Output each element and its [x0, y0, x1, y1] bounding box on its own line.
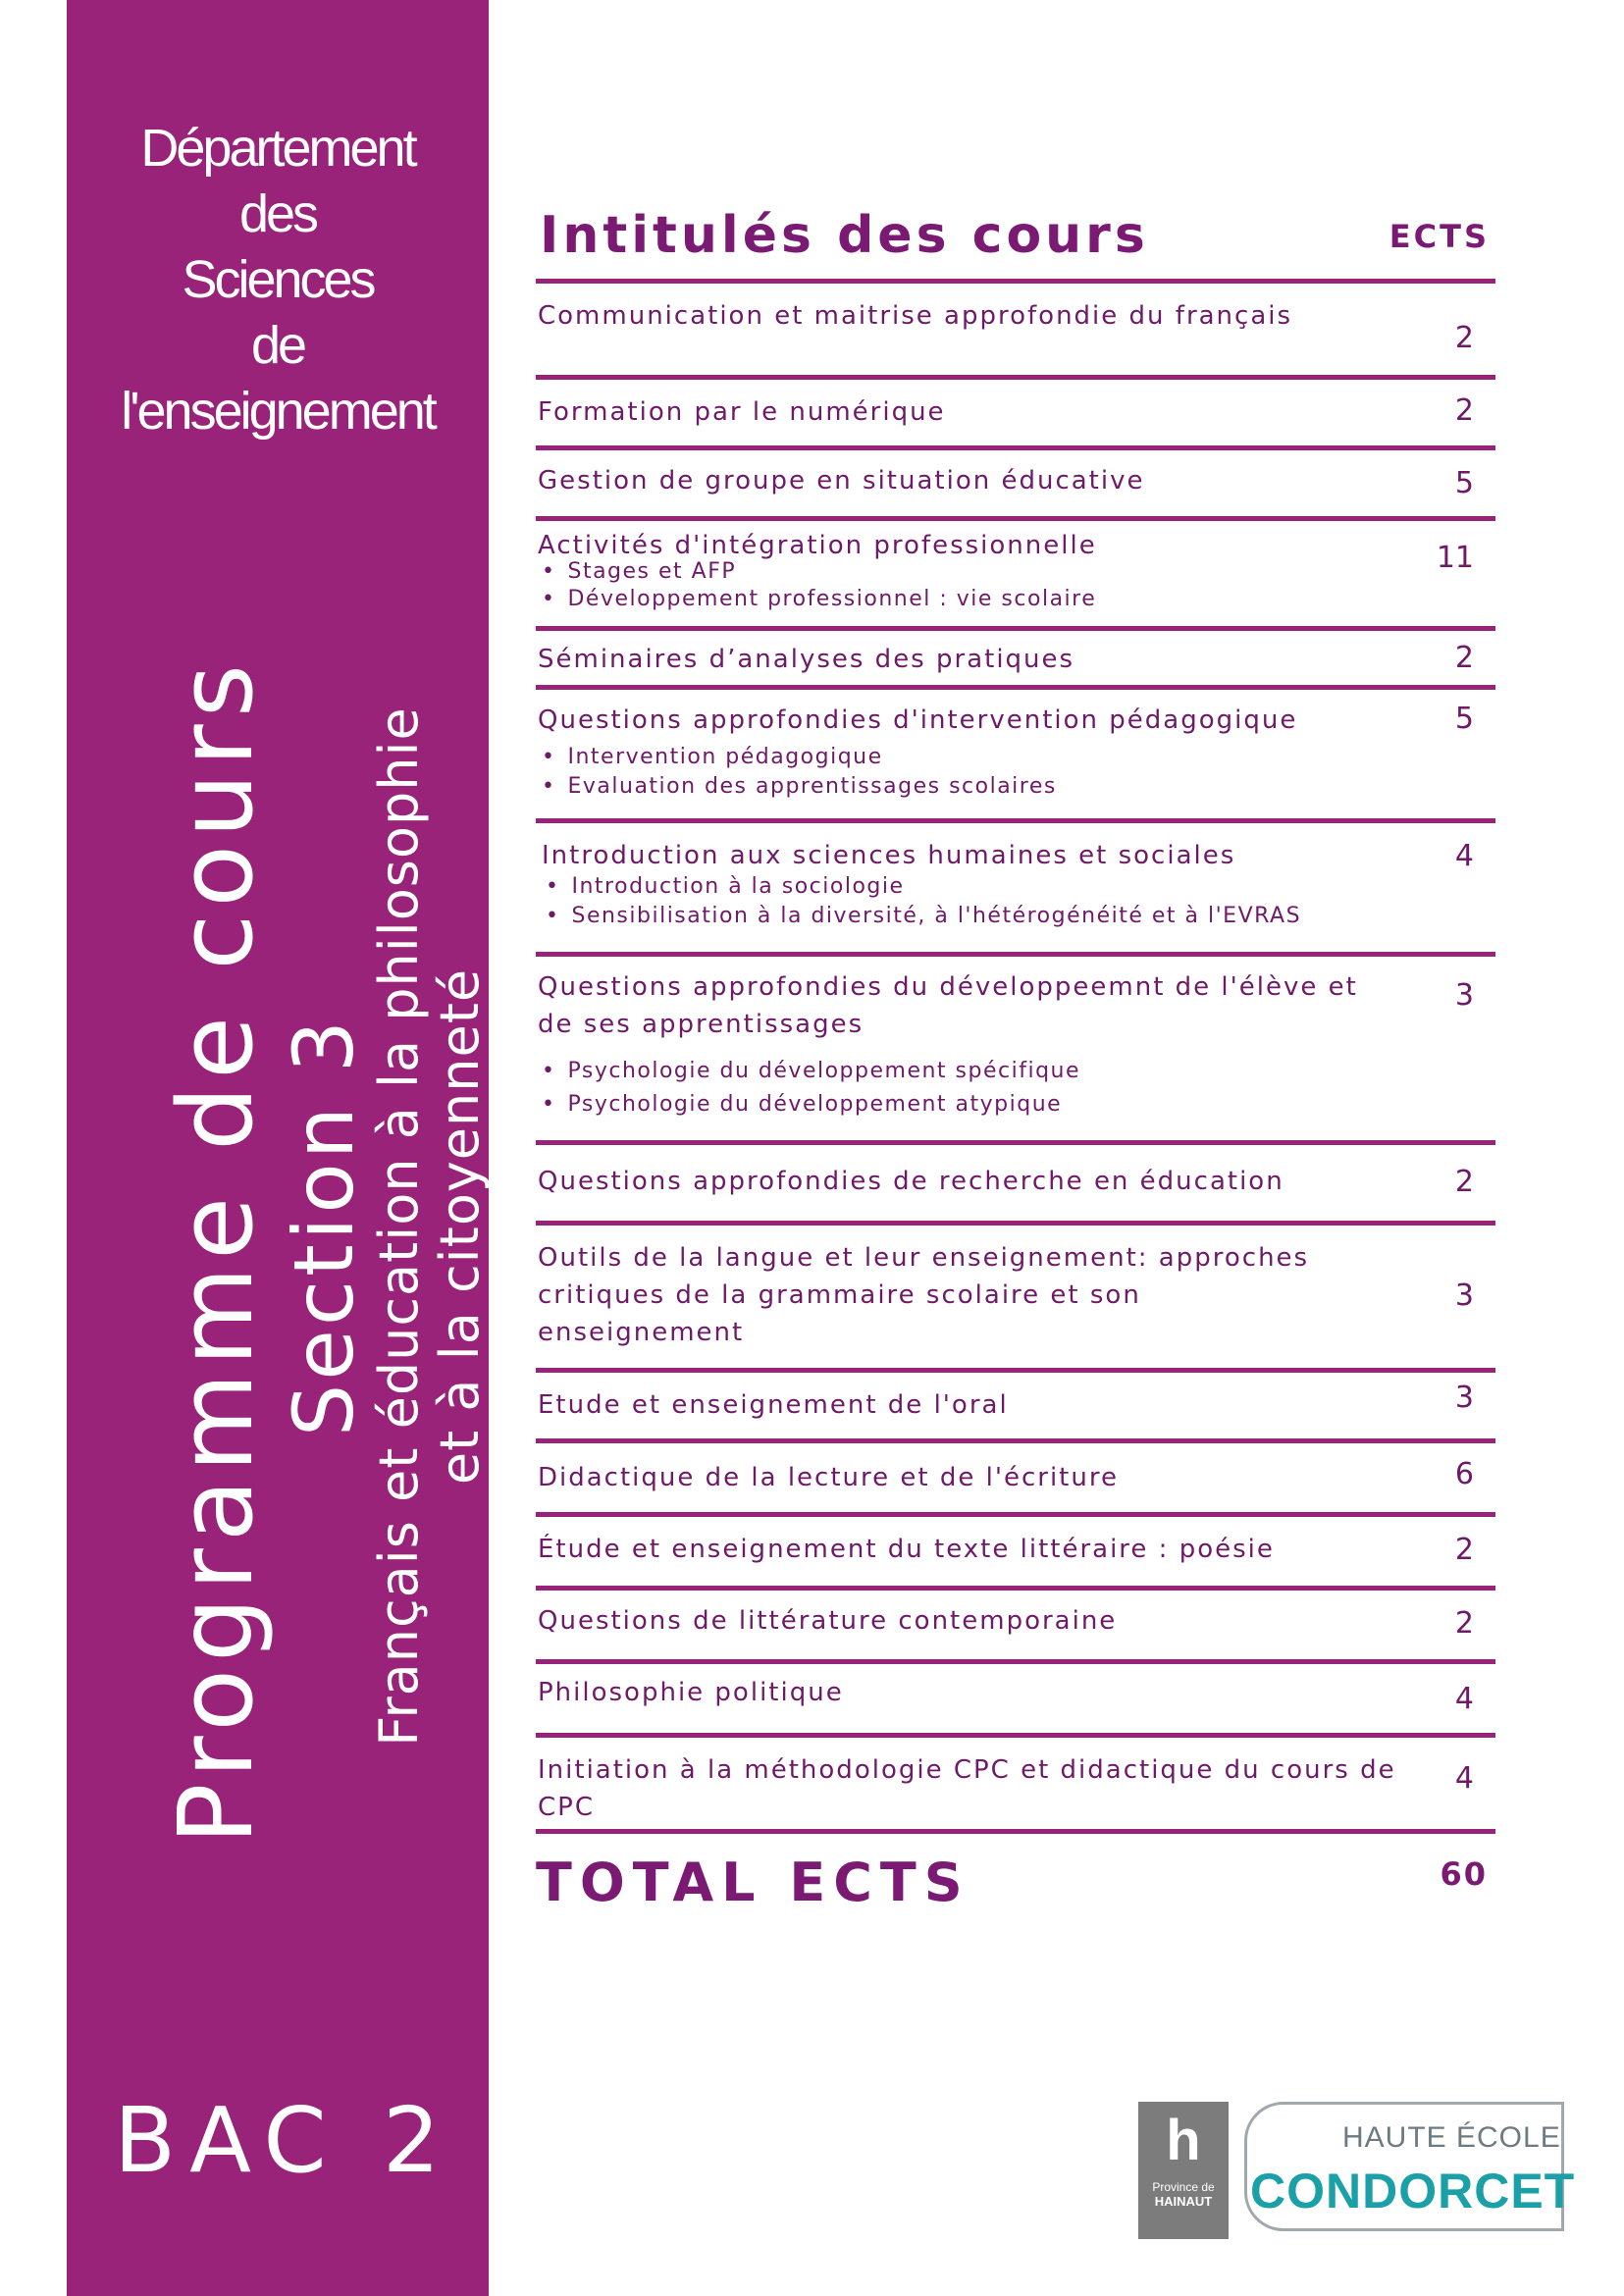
course-title: Questions approfondies d'intervention pédagogique: [538, 705, 1298, 735]
table-row: [536, 957, 1495, 1145]
course-sublist: [538, 558, 1391, 613]
table-row: [536, 521, 1495, 631]
course-name: Didactique de la lecture et de l'écriture: [538, 1463, 1119, 1492]
section-subtitle-2: et à la citoyenneté: [429, 967, 491, 1486]
province-line-2: HAINAUT: [1154, 2194, 1213, 2209]
table-row: [536, 1664, 1495, 1738]
course-ects: 2: [1454, 393, 1474, 428]
table-row: [536, 380, 1495, 450]
table-row: [536, 690, 1495, 823]
course-sublist: [542, 872, 1395, 931]
course-ects: 5: [1454, 466, 1474, 500]
course-subitem: • Stages et AFP: [538, 558, 1391, 586]
course-name: Questions de littérature contemporaine: [538, 1606, 1118, 1636]
dept-line: l'enseignement: [121, 382, 435, 441]
course-subitem: • Intervention pédagogique: [538, 743, 1391, 772]
course-subitem: • Introduction à la sociologie: [542, 872, 1395, 902]
course-ects: 11: [1436, 541, 1474, 575]
table-row: [536, 1443, 1495, 1517]
course-ects: 2: [1454, 1165, 1474, 1199]
province-mark-icon: h: [1166, 2109, 1201, 2172]
course-ects: 2: [1454, 1533, 1474, 1567]
province-hainaut-logo: [1138, 2102, 1229, 2239]
course-ects: 4: [1454, 839, 1474, 873]
table-row: [536, 1226, 1495, 1373]
programme-title: Programme de cours: [156, 657, 276, 1845]
dept-line: Département: [140, 119, 415, 178]
course-subitem: • Sensibilisation à la diversité, à l'hétérogénéité et à l'EVRAS: [542, 902, 1395, 931]
section-title: Section 3: [276, 1016, 372, 1437]
dept-line: des: [238, 184, 317, 243]
vertical-title-block: [153, 471, 491, 1845]
course-name: Philosophie politique: [538, 1678, 844, 1707]
table-row: [536, 1591, 1495, 1664]
total-value: 60: [1440, 1855, 1488, 1893]
table-row: [536, 1145, 1495, 1226]
table-row: [536, 823, 1495, 957]
course-ects: 4: [1454, 1682, 1474, 1716]
course-ects: 2: [1454, 1606, 1474, 1641]
course-name: [538, 527, 1391, 613]
table-row: [536, 1738, 1495, 1834]
bac-level: BAC 2: [114, 2088, 454, 2193]
course-subitem: • Psychologie du développement spécifique: [538, 1055, 1382, 1088]
course-ects: 2: [1454, 321, 1474, 355]
school-line-1: HAUTE ÉCOLE: [1342, 2121, 1561, 2154]
course-table: [536, 196, 1495, 1932]
table-row: [536, 1373, 1495, 1443]
course-title: Questions approfondies du développeemnt de l'élève et de ses apprentissages: [538, 972, 1358, 1039]
dept-line: Sciences: [182, 250, 374, 309]
table-row: [536, 1517, 1495, 1591]
course-subitem: • Développement professionnel : vie scolaire: [538, 586, 1391, 613]
total-label: TOTAL ECTS: [536, 1852, 970, 1913]
course-ects: 3: [1454, 1278, 1474, 1313]
sidebar: [67, 0, 489, 2296]
course-subitem: • Psychologie du développement atypique: [538, 1088, 1382, 1122]
province-line-1: Province de: [1152, 2180, 1215, 2194]
course-name: Formation par le numérique: [538, 397, 946, 427]
course-sublist: [538, 1055, 1382, 1122]
course-name: Étude et enseignement du texte littéraire : poésie: [538, 1535, 1275, 1564]
course-name: [542, 837, 1395, 931]
dept-line: de: [250, 316, 305, 375]
course-ects: 4: [1454, 1761, 1474, 1796]
course-sublist: [538, 743, 1391, 802]
section-subtitle-1: Français et éducation à la philosophie: [368, 706, 430, 1747]
condorcet-logo: [1244, 2102, 1576, 2239]
logos: [1138, 2090, 1576, 2247]
course-ects: 6: [1454, 1457, 1474, 1491]
course-name: [538, 968, 1382, 1122]
department-title: [67, 116, 489, 444]
total-row: [536, 1834, 1495, 1932]
course-ects: 3: [1454, 1381, 1474, 1415]
header-ects: ECTS: [1388, 218, 1490, 255]
course-subitem: • Evaluation des apprentissages scolaires: [538, 772, 1391, 802]
course-ects: 2: [1454, 641, 1474, 675]
course-title: Activités d'intégration professionnelle: [538, 531, 1097, 560]
table-row: [536, 631, 1495, 690]
course-name: Communication et maitrise approfondie du français: [538, 301, 1293, 331]
course-name: Questions approfondies de recherche en éducation: [538, 1167, 1284, 1196]
course-name: Etude et enseignement de l'oral: [538, 1390, 1009, 1420]
header-courses: Intitulés des cours: [540, 206, 1149, 265]
course-name: Outils de la langue et leur enseignement: approches critiques de la grammaire scolaire et son enseignement: [538, 1243, 1310, 1347]
school-line-2: CONDORCET: [1250, 2164, 1576, 2218]
table-row: [536, 284, 1495, 380]
table-row: [536, 450, 1495, 521]
course-name: Gestion de groupe en situation éducative: [538, 466, 1145, 496]
course-name: Initiation à la méthodologie CPC et didactique du cours de CPC: [538, 1755, 1396, 1822]
course-name: [538, 702, 1391, 802]
course-ects: 3: [1454, 978, 1474, 1013]
course-ects: 5: [1454, 702, 1474, 736]
course-name: Séminaires d’analyses des pratiques: [538, 645, 1075, 674]
course-title: Introduction aux sciences humaines et sociales: [542, 841, 1236, 870]
table-header: [536, 196, 1495, 284]
